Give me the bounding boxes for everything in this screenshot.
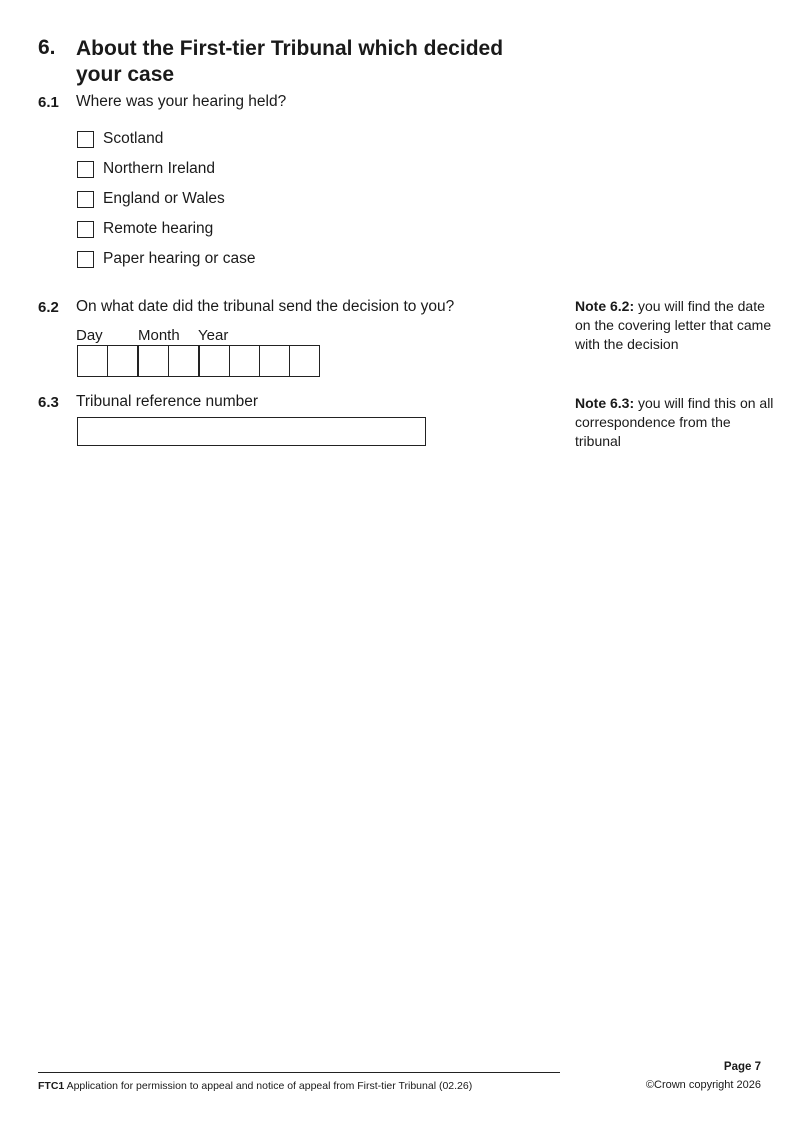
month-label: Month [138, 327, 180, 344]
question-number-6-1: 6.1 [38, 94, 59, 111]
option-england-or-wales[interactable] [77, 189, 225, 209]
date-input[interactable] [77, 345, 320, 377]
checkbox-england-or-wales[interactable] [77, 191, 94, 208]
year-digit-4[interactable] [290, 346, 319, 376]
note-6-3-text: you will find this on all correspondence from the tribunal [575, 395, 774, 449]
day-digit-2[interactable] [108, 346, 139, 376]
year-digit-2[interactable] [230, 346, 260, 376]
year-digit-1[interactable] [200, 346, 230, 376]
option-scotland[interactable] [77, 129, 163, 149]
checkbox-scotland[interactable] [77, 131, 94, 148]
section-number: 6. [38, 36, 56, 59]
day-label: Day [76, 327, 103, 344]
option-northern-ireland[interactable] [77, 159, 215, 179]
option-label-northern-ireland: Northern Ireland [103, 160, 216, 177]
question-text-6-1: Where was your hearing held? [76, 93, 287, 110]
question-number-6-3: 6.3 [38, 394, 59, 411]
note-6-3-label: Note 6.3: [575, 395, 635, 411]
note-6-3 [575, 394, 775, 451]
option-label-scotland: Scotland [103, 130, 164, 147]
option-label-remote-hearing: Remote hearing [103, 220, 214, 237]
note-6-2 [575, 297, 775, 354]
checkbox-northern-ireland[interactable] [77, 161, 94, 178]
option-paper-hearing[interactable] [77, 249, 256, 269]
month-digit-1[interactable] [139, 346, 169, 376]
year-label: Year [198, 327, 229, 344]
option-label-paper-hearing: Paper hearing or case [103, 250, 256, 267]
footer-form-title [38, 1080, 472, 1092]
note-6-2-text: you will find the date on the covering letter that came with the decision [575, 298, 772, 352]
tribunal-reference-input[interactable] [77, 417, 426, 446]
note-6-2-label: Note 6.2: [575, 298, 635, 314]
day-digit-1[interactable] [78, 346, 108, 376]
section-title: About the First-tier Tribunal which decided your case [76, 37, 504, 86]
month-digit-2[interactable] [169, 346, 200, 376]
footer-divider [38, 1072, 560, 1073]
year-digit-3[interactable] [260, 346, 290, 376]
page-number: Page 7 [723, 1061, 761, 1073]
footer-form-description: Application for permission to appeal and notice of appeal from First-tier Tribunal (02.26) [64, 1080, 473, 1092]
option-label-england-or-wales: England or Wales [103, 190, 225, 207]
question-number-6-2: 6.2 [38, 299, 59, 316]
checkbox-paper-hearing[interactable] [77, 251, 94, 268]
copyright: ©Crown copyright 2026 [645, 1079, 761, 1091]
question-text-6-3: Tribunal reference number [76, 393, 259, 410]
footer-form-code: FTC1 [38, 1080, 65, 1092]
checkbox-remote-hearing[interactable] [77, 221, 94, 238]
question-text-6-2: On what date did the tribunal send the decision to you? [76, 298, 455, 315]
option-remote-hearing[interactable] [77, 219, 213, 239]
